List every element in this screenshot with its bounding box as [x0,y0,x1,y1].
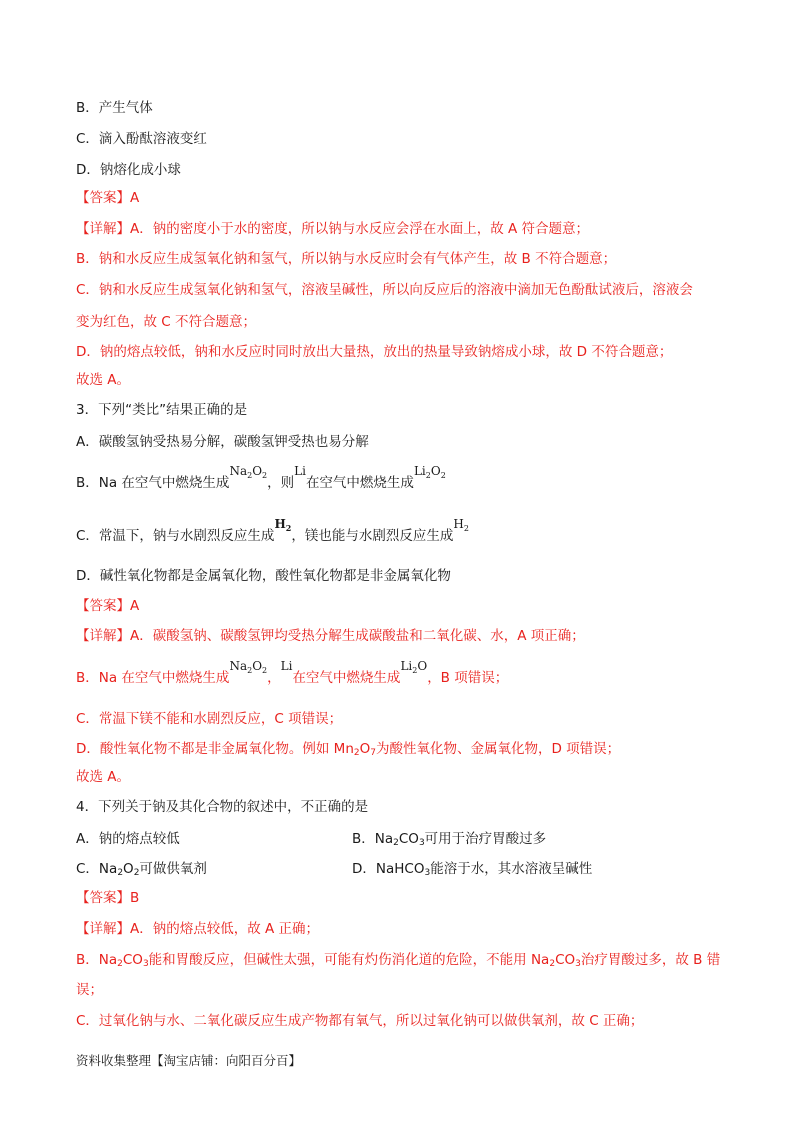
formula-h2: $H_2$ [453,517,469,533]
answer-q4: 【答案】B [76,890,140,906]
explanation-q3-a: 【详解】A．碳酸氢钠、碳酸氢钾均受热分解生成碳酸盐和二氧化碳、水，A 项正确； [76,628,585,644]
conclusion-q2: 故选 A。 [76,372,131,388]
formula-na2o2-red-line: $Na_2O_2$ [229,659,268,675]
option-b-gas: B．产生气体 [76,100,153,116]
det3b-text-4: ，B 项错误； [427,670,509,686]
explanation-q2-c2: 变为红色，故 C 不符合题意； [76,314,257,330]
explanation-q4-b1: B．$Na_2CO_3$能和胃酸反应，但碱性太强，可能有灼伤消化道的危险，不能用 $Na_2CO_3$治疗胃酸过多，故 B 错 [76,952,721,969]
explanation-q4-c: C．过氧化钠与水、二氧化碳反应生成产物都有氧气，所以过氧化钠可以做供氧剂，故 C 正确； [76,1013,644,1029]
q3b-text-1: B．Na 在空气中燃烧生成 [76,475,230,491]
answer-q3: 【答案】A [76,598,140,614]
q3c-text-2: ，镁也能与水剧烈反应生成 [291,528,454,544]
q3-option-a: A．碳酸氢钠受热易分解，碳酸氢钾受热也易分解 [76,434,369,450]
formula-li2o: $Li_2O$ [400,659,428,675]
formula-li: Li [294,464,306,478]
q3b-text-2: ，则 [267,475,295,491]
question-4: 4．下列关于钠及其化合物的叙述中，不正确的是 [76,799,369,815]
conclusion-q3: 故选 A。 [76,769,131,785]
q3-option-d: D．碱性氧化物都是金属氧化物，酸性氧化物都是非金属氧化物 [76,568,451,584]
formula-li-red-line: Li [280,659,293,673]
explanation-q3-b [76,659,509,689]
explanation-q4-b2: 误； [76,982,103,998]
formula-li2o2: $Li_2O_2$ [413,464,446,480]
q3-option-c [76,517,469,547]
q4-option-a: A．钠的熔点较低 [76,831,180,847]
explanation-q4-a: 【详解】A．钠的熔点较低，故 A 正确； [76,921,320,937]
question-3: 3．下列“类比”结果正确的是 [76,402,248,418]
det3b-text-1: B．Na 在空气中燃烧生成 [76,670,230,686]
explanation-q2-b: B．钠和水反应生成氢氧化钠和氢气，所以钠与水反应时会有气体产生，故 B 不符合题意； [76,251,617,267]
formula-h2-bold: $H_2$ [274,517,292,533]
answer-q2: 【答案】A [76,190,140,206]
explanation-q2-d: D．钠的熔点较低，钠和水反应时同时放出大量热，放出的热量导致钠熔成小球，故 D 不符合题意； [76,344,673,360]
q3c-text-1: C．常温下，钠与水剧烈反应生成 [76,528,275,544]
det3b-text-2: ， [267,670,281,686]
explanation-q3-d: D．酸性氧化物不都是非金属氧化物。例如 $Mn_2O_7$为酸性氧化物、金属氧化物，D 项错误； [76,741,621,758]
q3b-text-3: 在空气中燃烧生成 [305,475,414,491]
q4-option-b: B．$Na_2CO_3$可用于治疗胃酸过多 [352,831,547,848]
explanation-q2-a: 【详解】A．钠的密度小于水的密度，所以钠与水反应会浮在水面上，故 A 符合题意； [76,221,590,237]
explanation-q2-c1: C．钠和水反应生成氢氧化钠和氢气，溶液呈碱性，所以向反应后的溶液中滴加无色酚酞试液后，溶液会 [76,282,693,298]
option-c-red: C．滴入酚酞溶液变红 [76,131,207,147]
formula-na2o2: $Na_2O_2$ [229,464,268,480]
page-footer: 资料收集整理【淘宝店铺：向阳百分百】 [76,1053,302,1068]
option-d-ball: D．钠熔化成小球 [76,162,181,178]
q3-option-b [76,464,446,494]
q4-option-c: C．$Na_2O_2$可做供氧剂 [76,861,207,878]
det3b-text-3: 在空气中燃烧生成 [292,670,401,686]
explanation-q3-c: C．常温下镁不能和水剧烈反应，C 项错误； [76,711,343,727]
q4-option-d: D．NaHCO$_3$能溶于水，其水溶液呈碱性 [352,861,593,878]
